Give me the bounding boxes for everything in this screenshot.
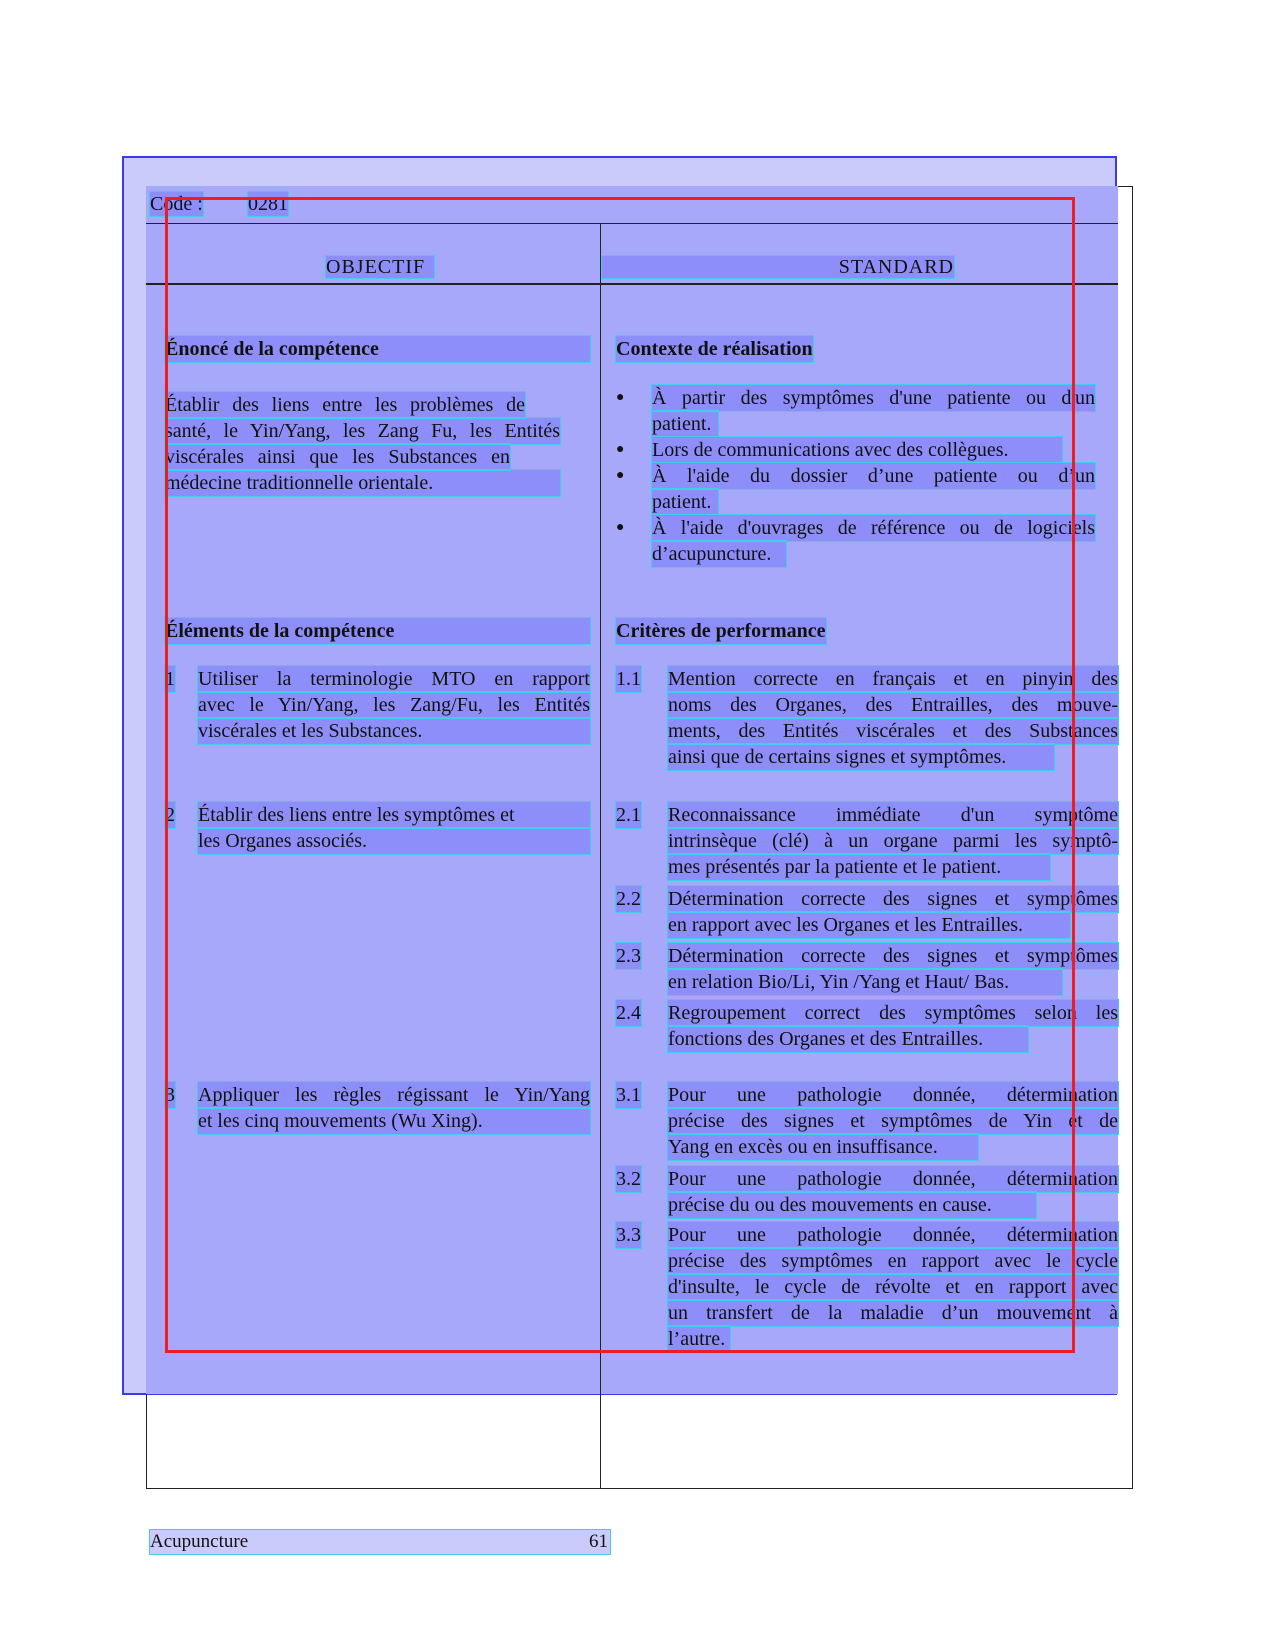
critere-line: Reconnaissance immédiate d'un symptôme	[668, 804, 1118, 826]
selection-frame	[165, 197, 1075, 1353]
elements-title: Éléments de la compétence	[165, 618, 590, 644]
contexte-title: Contexte de réalisation	[616, 338, 813, 360]
critere-line: Pour une pathologie donnée, détermination	[668, 1084, 1118, 1106]
critere-number: 2.1	[616, 804, 641, 826]
enonce-title: Énoncé de la compétence	[165, 336, 590, 362]
element-line: Appliquer les règles régissant le Yin/Yang	[198, 1084, 590, 1106]
element-number: 1	[165, 668, 175, 690]
critere-line: mes présentés par la patiente et le patient.	[668, 854, 1050, 880]
enonce-line: Établir des liens entre les problèmes de	[165, 394, 525, 416]
critere-line: Regroupement correct des symptômes selon les	[668, 1002, 1118, 1024]
element-number: 3	[165, 1084, 175, 1106]
contexte-line: À l'aide du dossier d’une patiente ou d’un	[652, 465, 1095, 487]
critere-number: 2.3	[616, 945, 641, 967]
criteres-title: Critères de performance	[616, 620, 826, 642]
element-line: Établir des liens entre les symptômes et	[198, 802, 590, 828]
critere-line: en rapport avec les Organes et les Entrailles.	[668, 912, 1070, 938]
bullet-icon: ●	[616, 468, 625, 483]
critere-line: ainsi que de certains signes et symptômes.	[668, 744, 1054, 770]
element-number: 2	[165, 804, 175, 826]
bullet-icon: ●	[616, 442, 625, 457]
critere-line: d'insulte, le cycle de révolte et en rapport avec	[668, 1276, 1118, 1298]
critere-line: Pour une pathologie donnée, détermination	[668, 1224, 1118, 1246]
contexte-line: patient.	[652, 489, 718, 515]
element-line: avec le Yin/Yang, les Zang/Fu, les Entités	[198, 694, 590, 716]
bullet-icon: ●	[616, 520, 625, 535]
critere-number: 1.1	[616, 668, 641, 690]
critere-number: 3.3	[616, 1224, 641, 1246]
page-number: 61	[589, 1531, 608, 1552]
critere-line: précise du ou des mouvements en cause.	[668, 1192, 1036, 1218]
page-footer	[150, 1530, 610, 1554]
code-label: Code :	[150, 193, 203, 215]
critere-line: en relation Bio/Li, Yin /Yang et Haut/ Bas.	[668, 969, 1062, 995]
enonce-line: santé, le Yin/Yang, les Zang Fu, les Entités	[165, 420, 560, 442]
critere-line: intrinsèque (clé) à un organe parmi les symptô-	[668, 830, 1118, 852]
header-objectif: OBJECTIF	[326, 256, 434, 278]
contexte-line: À l'aide d'ouvrages de référence ou de logiciels	[652, 517, 1095, 539]
footer-title: Acupuncture	[150, 1531, 249, 1552]
critere-line: Pour une pathologie donnée, détermination	[668, 1168, 1118, 1190]
critere-line: noms des Organes, des Entrailles, des mouve-	[668, 694, 1118, 716]
critere-line: l’autre.	[668, 1326, 730, 1352]
critere-number: 2.2	[616, 888, 641, 910]
header-standard: STANDARD	[602, 256, 954, 278]
element-line: viscérales et les Substances.	[198, 718, 590, 744]
enonce-line: médecine traditionnelle orientale.	[165, 470, 560, 496]
code-value: 0281	[248, 193, 288, 215]
critere-number: 2.4	[616, 1002, 641, 1024]
enonce-line: viscérales ainsi que les Substances en	[165, 446, 510, 468]
element-line: les Organes associés.	[198, 828, 590, 854]
critere-line: précise des symptômes en rapport avec le cycle	[668, 1250, 1118, 1272]
element-line: Utiliser la terminologie MTO en rapport	[198, 668, 590, 690]
critere-number: 3.1	[616, 1084, 641, 1106]
bullet-icon: ●	[616, 390, 625, 405]
contexte-line: À partir des symptômes d'une patiente ou d'un	[652, 387, 1095, 409]
critere-line: Détermination correcte des signes et symptômes	[668, 945, 1118, 967]
element-line: et les cinq mouvements (Wu Xing).	[198, 1108, 590, 1134]
critere-line: précise des signes et symptômes de Yin et de	[668, 1110, 1118, 1132]
critere-line: un transfert de la maladie d’un mouvement à	[668, 1302, 1118, 1324]
contexte-line: patient.	[652, 411, 718, 437]
critere-line: Détermination correcte des signes et symptômes	[668, 888, 1118, 910]
critere-line: Yang en excès ou en insuffisance.	[668, 1134, 978, 1160]
contexte-line: Lors de communications avec des collègues.	[652, 437, 1062, 463]
critere-line: Mention correcte en français et en pinyin des	[668, 668, 1118, 690]
critere-line: ments, des Entités viscérales et des Substances	[668, 720, 1118, 742]
critere-line: fonctions des Organes et des Entrailles.	[668, 1026, 1028, 1052]
contexte-line: d’acupuncture.	[652, 541, 786, 567]
critere-number: 3.2	[616, 1168, 641, 1190]
